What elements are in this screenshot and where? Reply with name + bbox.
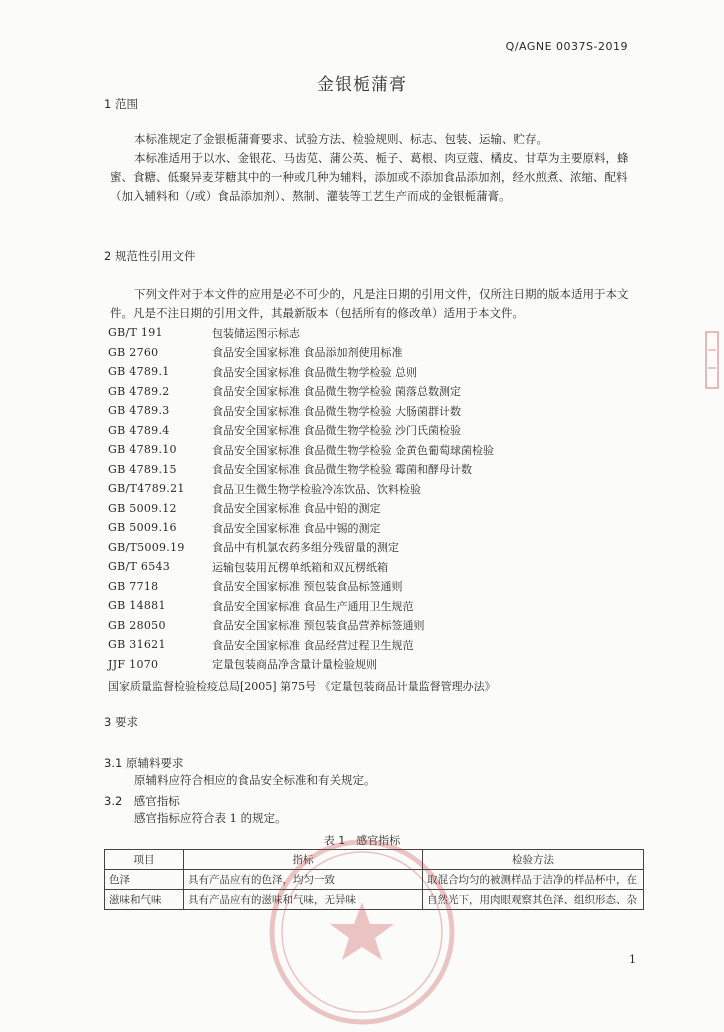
reference-item bbox=[108, 577, 648, 597]
document-code: Q/AGNE 0037S-2019 bbox=[505, 40, 628, 53]
table-cell: 具有产品应有的色泽，均匀一致 bbox=[184, 870, 423, 890]
reference-code: GB 5009.16 bbox=[108, 521, 177, 535]
reference-item bbox=[108, 635, 648, 655]
reference-code: GB 31621 bbox=[108, 638, 166, 652]
reference-item bbox=[108, 499, 648, 519]
reference-code: GB 4789.3 bbox=[108, 404, 170, 418]
reference-title: 食品安全国家标准 食品微生物学检验 总则 bbox=[212, 365, 417, 379]
reference-title: 食品安全国家标准 食品微生物学检验 菌落总数测定 bbox=[212, 385, 461, 399]
table-caption: 表 1 感官指标 bbox=[323, 834, 401, 847]
table-header-cell: 检验方法 bbox=[423, 850, 644, 870]
reference-code: GB 14881 bbox=[108, 599, 166, 613]
reference-title: 食品安全国家标准 食品微生物学检验 大肠菌群计数 bbox=[212, 404, 461, 418]
reference-item bbox=[108, 479, 648, 499]
reference-code: GB/T4789.21 bbox=[108, 482, 185, 496]
reference-title: 食品中有机氯农药多组分残留量的测定 bbox=[212, 541, 399, 555]
reference-item bbox=[108, 655, 648, 675]
reference-item bbox=[108, 440, 648, 460]
sensory-text: 感官指标应符合表 1 的规定。 bbox=[134, 811, 287, 825]
reference-code: GB 2760 bbox=[108, 345, 159, 359]
reference-code: GB 4789.1 bbox=[108, 365, 170, 379]
reference-item bbox=[108, 460, 648, 480]
reference-title: 食品安全国家标准 食品经营过程卫生规范 bbox=[212, 638, 414, 652]
reference-title: 包装储运图示标志 bbox=[212, 326, 300, 340]
reference-title: 食品安全国家标准 食品微生物学检验 沙门氏菌检验 bbox=[212, 424, 461, 438]
reference-code: GB 4789.15 bbox=[108, 462, 177, 476]
reference-code: GB/T 6543 bbox=[108, 560, 171, 574]
table-cell: 色泽 bbox=[105, 870, 184, 890]
reference-title: 食品安全国家标准 食品添加剂使用标准 bbox=[212, 346, 403, 360]
scope-paragraph-1: 本标准规定了金银栀蒲膏要求、试验方法、检验规则、标志、包装、运输、贮存。 bbox=[134, 132, 548, 146]
edge-seal-fragment bbox=[704, 330, 720, 390]
reference-title: 食品安全国家标准 预包装食品标签通则 bbox=[212, 580, 403, 594]
reference-item bbox=[108, 518, 648, 538]
table-cell: 滋味和气味 bbox=[105, 890, 184, 910]
reference-item bbox=[108, 538, 648, 558]
table-cell: 自然光下，用肉眼观察其色泽、组织形态、杂 bbox=[423, 890, 644, 910]
reference-title: 运输包装用瓦楞单纸箱和双瓦楞纸箱 bbox=[212, 560, 388, 574]
reference-code: GB/T 191 bbox=[108, 326, 163, 340]
scope-paragraph-2: 本标准适用于以水、金银花、马齿苋、蒲公英、栀子、葛根、肉豆蔻、橘皮、甘草为主要原料，蜂蜜、食糖、低聚异麦芽糖其中的一种或几种为辅料，添加或不添加食品添加剂，经水煎煮、浓缩、配料（加入辅料和（/或）食品添加剂）、熬制、灌装等工艺生产而成的金银栀蒲膏。 bbox=[110, 151, 629, 203]
reference-item bbox=[108, 323, 648, 343]
reference-code: GB 4789.4 bbox=[108, 423, 170, 437]
table-cell: 取混合均匀的被测样品于洁净的样品杯中，在 bbox=[423, 870, 644, 890]
reference-code: GB 4789.10 bbox=[108, 443, 177, 457]
raw-materials-text: 原辅料应符合相应的食品安全标准和有关规定。 bbox=[134, 773, 376, 787]
section-references-heading: 2 规范性引用文件 bbox=[104, 249, 196, 263]
subsection-raw-materials-heading: 3.1 原辅料要求 bbox=[104, 756, 184, 770]
table-header-cell: 指标 bbox=[184, 850, 423, 870]
references-intro: 下列文件对于本文件的应用是必不可少的，凡是注日期的引用文件，仅所注日期的版本适用于本文件。凡是不注日期的引用文件，其最新版本（包括所有的修改单）适用于本文件。 bbox=[110, 287, 629, 320]
company-seal-stamp bbox=[262, 832, 462, 1032]
section-requirements-heading: 3 要求 bbox=[104, 715, 138, 729]
reference-title: 食品安全国家标准 食品生产通用卫生规范 bbox=[212, 599, 414, 613]
reference-decree: 国家质量监督检验检疫总局[2005] 第75号 《定量包装商品计量监督管理办法》 bbox=[108, 680, 496, 693]
section-scope-heading: 1 范围 bbox=[104, 97, 138, 111]
reference-item bbox=[108, 596, 648, 616]
reference-code: GB 5009.12 bbox=[108, 501, 177, 515]
reference-code: GB 4789.2 bbox=[108, 384, 170, 398]
reference-code: GB 7718 bbox=[108, 579, 159, 593]
reference-item bbox=[108, 557, 648, 577]
subsection-sensory-heading: 3.2 感官指标 bbox=[104, 794, 180, 808]
reference-title: 食品安全国家标准 食品中铅的测定 bbox=[212, 502, 381, 516]
reference-title: 食品卫生微生物学检验冷冻饮品、饮料检验 bbox=[212, 482, 421, 496]
page-number: 1 bbox=[629, 953, 636, 966]
reference-code: GB 28050 bbox=[108, 618, 166, 632]
reference-item bbox=[108, 343, 648, 363]
table-cell: 具有产品应有的滋味和气味，无异味 bbox=[184, 890, 423, 910]
document-title: 金银栀蒲膏 bbox=[317, 75, 407, 95]
reference-title: 食品安全国家标准 食品微生物学检验 霉菌和酵母计数 bbox=[212, 463, 472, 477]
reference-item bbox=[108, 421, 648, 441]
reference-list bbox=[108, 323, 648, 674]
reference-title: 食品安全国家标准 预包装食品营养标签通则 bbox=[212, 619, 425, 633]
reference-code: JJF 1070 bbox=[108, 657, 159, 671]
reference-title: 食品安全国家标准 食品中锡的测定 bbox=[212, 521, 381, 535]
table-header-cell: 项目 bbox=[105, 850, 184, 870]
reference-item bbox=[108, 401, 648, 421]
reference-item bbox=[108, 362, 648, 382]
reference-item bbox=[108, 616, 648, 636]
reference-code: GB/T5009.19 bbox=[108, 540, 185, 554]
reference-title: 定量包装商品净含量计量检验规则 bbox=[212, 658, 377, 672]
reference-title: 食品安全国家标准 食品微生物学检验 金黄色葡萄球菌检验 bbox=[212, 443, 494, 457]
reference-item bbox=[108, 382, 648, 402]
